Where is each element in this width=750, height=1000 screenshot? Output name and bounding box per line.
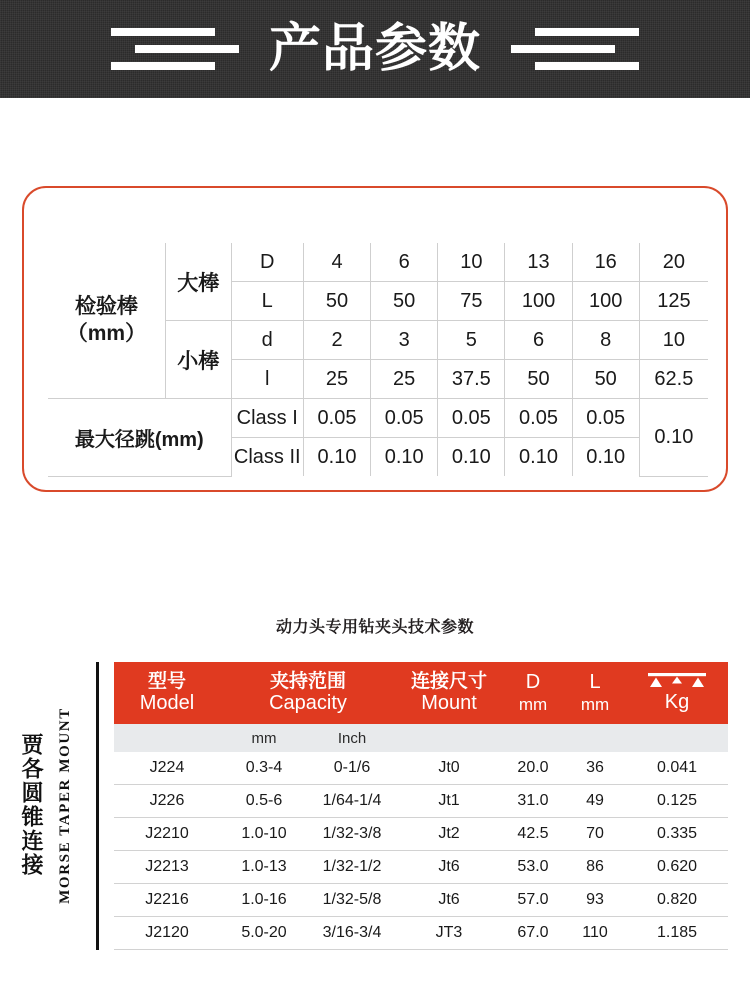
models-table-body — [114, 752, 728, 950]
header-length — [564, 662, 626, 724]
cell-capacity-inch: 1/32-5/8 — [308, 884, 396, 917]
side-label-english-text: MORSE TAPER MOUNT — [56, 706, 73, 904]
cell-class2-2: 0.10 — [438, 438, 505, 477]
cell-length: 93 — [564, 884, 626, 917]
unit-blank-model — [114, 724, 220, 752]
models-table-subtitle: 动力头专用钻夹头技术参数 — [275, 617, 474, 636]
banner-inner — [111, 19, 639, 79]
cell-l-3: 50 — [505, 360, 572, 399]
symbol-small-d: d — [231, 321, 303, 360]
header-capacity — [220, 662, 396, 724]
cell-d-5: 10 — [639, 321, 708, 360]
table-row — [114, 752, 728, 785]
unit-blank-d — [502, 724, 564, 752]
spec-group-label — [48, 243, 165, 399]
header-diameter-symbol: D — [525, 670, 541, 693]
cell-model: J226 — [114, 785, 220, 818]
page-title: 产品参数 — [268, 19, 481, 79]
decoration-bar — [111, 28, 215, 36]
side-label-english — [48, 660, 82, 950]
cell-length: 36 — [564, 752, 626, 785]
cell-diameter: 53.0 — [502, 851, 564, 884]
table-unit-row — [114, 724, 728, 752]
cell-model: J2120 — [114, 917, 220, 950]
cell-class2-4: 0.10 — [572, 438, 639, 477]
header-mount-en: Mount — [421, 692, 477, 715]
table-row — [114, 851, 728, 884]
cell-L-0: 50 — [303, 282, 370, 321]
cell-length: 70 — [564, 818, 626, 851]
class-1-label: Class I — [231, 399, 303, 438]
cell-weight: 1.185 — [626, 917, 728, 950]
cell-class2-0: 0.10 — [303, 438, 370, 477]
cell-capacity-mm: 1.0-10 — [220, 818, 308, 851]
unit-blank-kg — [626, 724, 728, 752]
banner-decoration-right-icon — [511, 28, 639, 70]
cell-class1-2: 0.05 — [438, 399, 505, 438]
cell-diameter: 67.0 — [502, 917, 564, 950]
max-runout-label: 最大径跳(mm) — [48, 399, 231, 477]
cell-diameter: 42.5 — [502, 818, 564, 851]
cell-D-0: 4 — [303, 243, 370, 282]
cell-capacity-inch: 1/32-3/8 — [308, 818, 396, 851]
cell-L-5: 125 — [639, 282, 708, 321]
header-weight-unit: Kg — [664, 690, 690, 713]
balance-scale-icon — [646, 673, 708, 690]
cell-D-5: 20 — [639, 243, 708, 282]
spec-group-label-unit: （mm） — [66, 321, 147, 345]
cell-mount: Jt0 — [396, 752, 502, 785]
table-row — [114, 917, 728, 950]
banner-decoration-left-icon — [111, 28, 239, 70]
cell-class1-3: 0.05 — [505, 399, 572, 438]
cell-capacity-mm: 1.0-13 — [220, 851, 308, 884]
table-row — [114, 785, 728, 818]
header-weight — [626, 662, 728, 724]
cell-weight: 0.620 — [626, 851, 728, 884]
cell-length: 86 — [564, 851, 626, 884]
cell-model: J2213 — [114, 851, 220, 884]
cell-l-2: 37.5 — [438, 360, 505, 399]
unit-capacity-mm: mm — [220, 724, 308, 752]
inspection-bar-spec-table — [48, 243, 708, 477]
header-model-cn: 型号 — [147, 669, 186, 692]
header-diameter — [502, 662, 564, 724]
decoration-bar — [535, 28, 639, 36]
cell-D-1: 6 — [371, 243, 438, 282]
morse-taper-side-label — [14, 660, 98, 950]
cell-d-4: 8 — [572, 321, 639, 360]
cell-class1-4: 0.05 — [572, 399, 639, 438]
cell-d-3: 6 — [505, 321, 572, 360]
cell-L-2: 75 — [438, 282, 505, 321]
cell-class1-1: 0.05 — [371, 399, 438, 438]
cell-mount: Jt2 — [396, 818, 502, 851]
header-diameter-unit: mm — [518, 694, 548, 714]
header-model — [114, 662, 220, 724]
cell-l-5: 62.5 — [639, 360, 708, 399]
cell-mount: Jt1 — [396, 785, 502, 818]
side-label-chinese: 贾各圆锥连接 — [18, 733, 44, 877]
models-table-wrap — [114, 662, 728, 950]
class-2-label: Class II — [231, 438, 303, 477]
cell-capacity-inch: 1/32-1/2 — [308, 851, 396, 884]
table-row — [114, 818, 728, 851]
cell-L-3: 100 — [505, 282, 572, 321]
cell-mount: JT3 — [396, 917, 502, 950]
header-length-symbol: L — [589, 670, 601, 693]
cell-d-0: 2 — [303, 321, 370, 360]
side-label-divider — [96, 662, 99, 950]
page-banner — [0, 0, 750, 98]
cell-D-3: 13 — [505, 243, 572, 282]
cell-L-1: 50 — [371, 282, 438, 321]
cell-class2-3: 0.10 — [505, 438, 572, 477]
small-bar-label: 小棒 — [165, 321, 231, 399]
cell-diameter: 57.0 — [502, 884, 564, 917]
cell-capacity-inch: 0-1/6 — [308, 752, 396, 785]
cell-capacity-mm: 0.5-6 — [220, 785, 308, 818]
cell-mount: Jt6 — [396, 884, 502, 917]
cell-L-4: 100 — [572, 282, 639, 321]
cell-class1-0: 0.05 — [303, 399, 370, 438]
cell-weight: 0.125 — [626, 785, 728, 818]
cell-model: J2216 — [114, 884, 220, 917]
cell-D-4: 16 — [572, 243, 639, 282]
decoration-bar — [511, 45, 615, 53]
cell-D-2: 10 — [438, 243, 505, 282]
header-mount — [396, 662, 502, 724]
table-header-row — [114, 662, 728, 724]
cell-diameter: 31.0 — [502, 785, 564, 818]
header-capacity-en: Capacity — [269, 692, 347, 715]
cell-l-4: 50 — [572, 360, 639, 399]
cell-d-2: 5 — [438, 321, 505, 360]
big-bar-label: 大棒 — [165, 243, 231, 321]
cell-mount: Jt6 — [396, 851, 502, 884]
table-row — [48, 243, 708, 282]
cell-length: 49 — [564, 785, 626, 818]
cell-model: J224 — [114, 752, 220, 785]
unit-capacity-inch: Inch — [308, 724, 396, 752]
spec-group-label-cn: 检验棒 — [74, 295, 138, 319]
cell-l-0: 25 — [303, 360, 370, 399]
header-mount-cn: 连接尺寸 — [410, 669, 487, 692]
symbol-small-l: l — [231, 360, 303, 399]
cell-diameter: 20.0 — [502, 752, 564, 785]
header-capacity-cn: 夹持范围 — [269, 669, 346, 692]
unit-blank-l — [564, 724, 626, 752]
cell-class-merged: 0.10 — [639, 399, 708, 477]
cell-capacity-mm: 0.3-4 — [220, 752, 308, 785]
cell-capacity-mm: 5.0-20 — [220, 917, 308, 950]
header-model-en: Model — [139, 692, 195, 715]
symbol-big-d: D — [231, 243, 303, 282]
decoration-bar — [135, 45, 239, 53]
cell-d-1: 3 — [371, 321, 438, 360]
cell-length: 110 — [564, 917, 626, 950]
cell-capacity-mm: 1.0-16 — [220, 884, 308, 917]
cell-weight: 0.041 — [626, 752, 728, 785]
header-length-unit: mm — [580, 694, 610, 714]
cell-l-1: 25 — [371, 360, 438, 399]
drill-chuck-models-table — [114, 662, 728, 950]
cell-capacity-inch: 1/64-1/4 — [308, 785, 396, 818]
decoration-bar — [111, 62, 215, 70]
cell-capacity-inch: 3/16-3/4 — [308, 917, 396, 950]
unit-blank-mount — [396, 724, 502, 752]
cell-model: J2210 — [114, 818, 220, 851]
table-row — [114, 884, 728, 917]
table-row — [48, 399, 708, 438]
symbol-big-l: L — [231, 282, 303, 321]
cell-weight: 0.335 — [626, 818, 728, 851]
cell-class2-1: 0.10 — [371, 438, 438, 477]
decoration-bar — [535, 62, 639, 70]
cell-weight: 0.820 — [626, 884, 728, 917]
